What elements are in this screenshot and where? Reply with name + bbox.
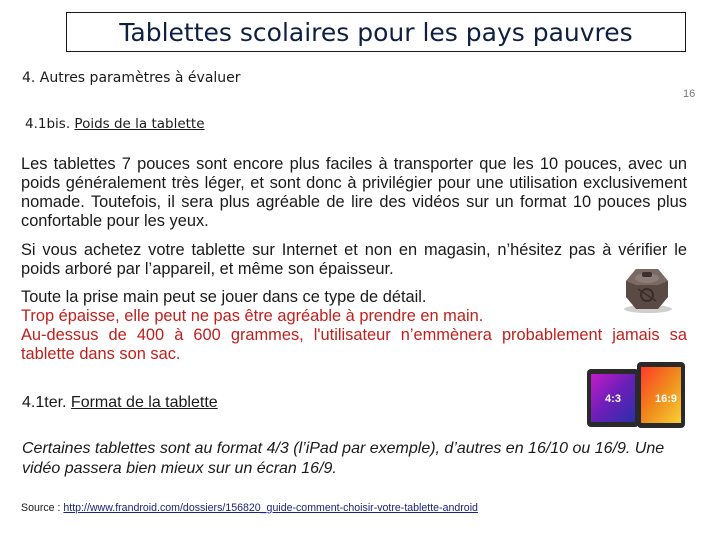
source-label: Source : bbox=[21, 502, 64, 514]
subsection-format-title: Format de la tablette bbox=[70, 394, 218, 411]
warning-weight: Au-dessus de 400 à 600 grammes, l'utilisateur n’emmènera probablement jamais sa tablette dans son sac. bbox=[21, 326, 687, 364]
weight-icon bbox=[618, 263, 676, 320]
subsection-weight-title: Poids de la tablette bbox=[74, 116, 205, 132]
paragraph-weight-intro: Les tablettes 7 pouces sont encore plus faciles à transporter que les 10 pouces, avec un poids généralement très léger, et sont donc à privilégier pour une utilisation exclusivement nomade. Toutefois, il sera plus agréable de lire des vidéos sur un format 10 pouces plus confortable pour les yeux. bbox=[21, 155, 687, 231]
paragraph-weight-check: Si vous achetez votre tablette sur Internet et non en magasin, n’hésitez pas à vérifier le poids arboré par l’appareil, et même son épaisseur. bbox=[21, 241, 687, 279]
section-heading: 4. Autres paramètres à évaluer bbox=[22, 70, 241, 86]
tablet-ratio-image bbox=[585, 359, 689, 436]
warning-thickness: Trop épaisse, elle peut ne pas être agréable à prendre en main. bbox=[21, 307, 484, 325]
format-note: Certaines tablettes sont au format 4/3 (l’iPad par exemple), d’autres en 16/10 ou 16/9. Une vidéo passera bien mieux sur un écran 16/9. bbox=[22, 440, 665, 477]
ratio-label-4-3: 4:3 bbox=[605, 393, 621, 405]
source-line bbox=[21, 502, 478, 514]
subsection-format-heading bbox=[22, 394, 218, 412]
page-number: 16 bbox=[683, 88, 696, 100]
subsection-weight-heading bbox=[25, 116, 205, 132]
title-box bbox=[66, 12, 686, 52]
ratio-label-16-9: 16:9 bbox=[654, 393, 678, 405]
paragraph-grip: Toute la prise main peut se jouer dans ce type de détail. bbox=[21, 288, 427, 306]
source-link[interactable]: http://www.frandroid.com/dossiers/156820_guide-comment-choisir-votre-tablette-android bbox=[63, 502, 478, 514]
slide-title: Tablettes scolaires pour les pays pauvres bbox=[119, 17, 633, 47]
subsection-weight-number: 4.1bis. bbox=[25, 116, 75, 132]
subsection-format-number: 4.1ter. bbox=[22, 394, 71, 411]
